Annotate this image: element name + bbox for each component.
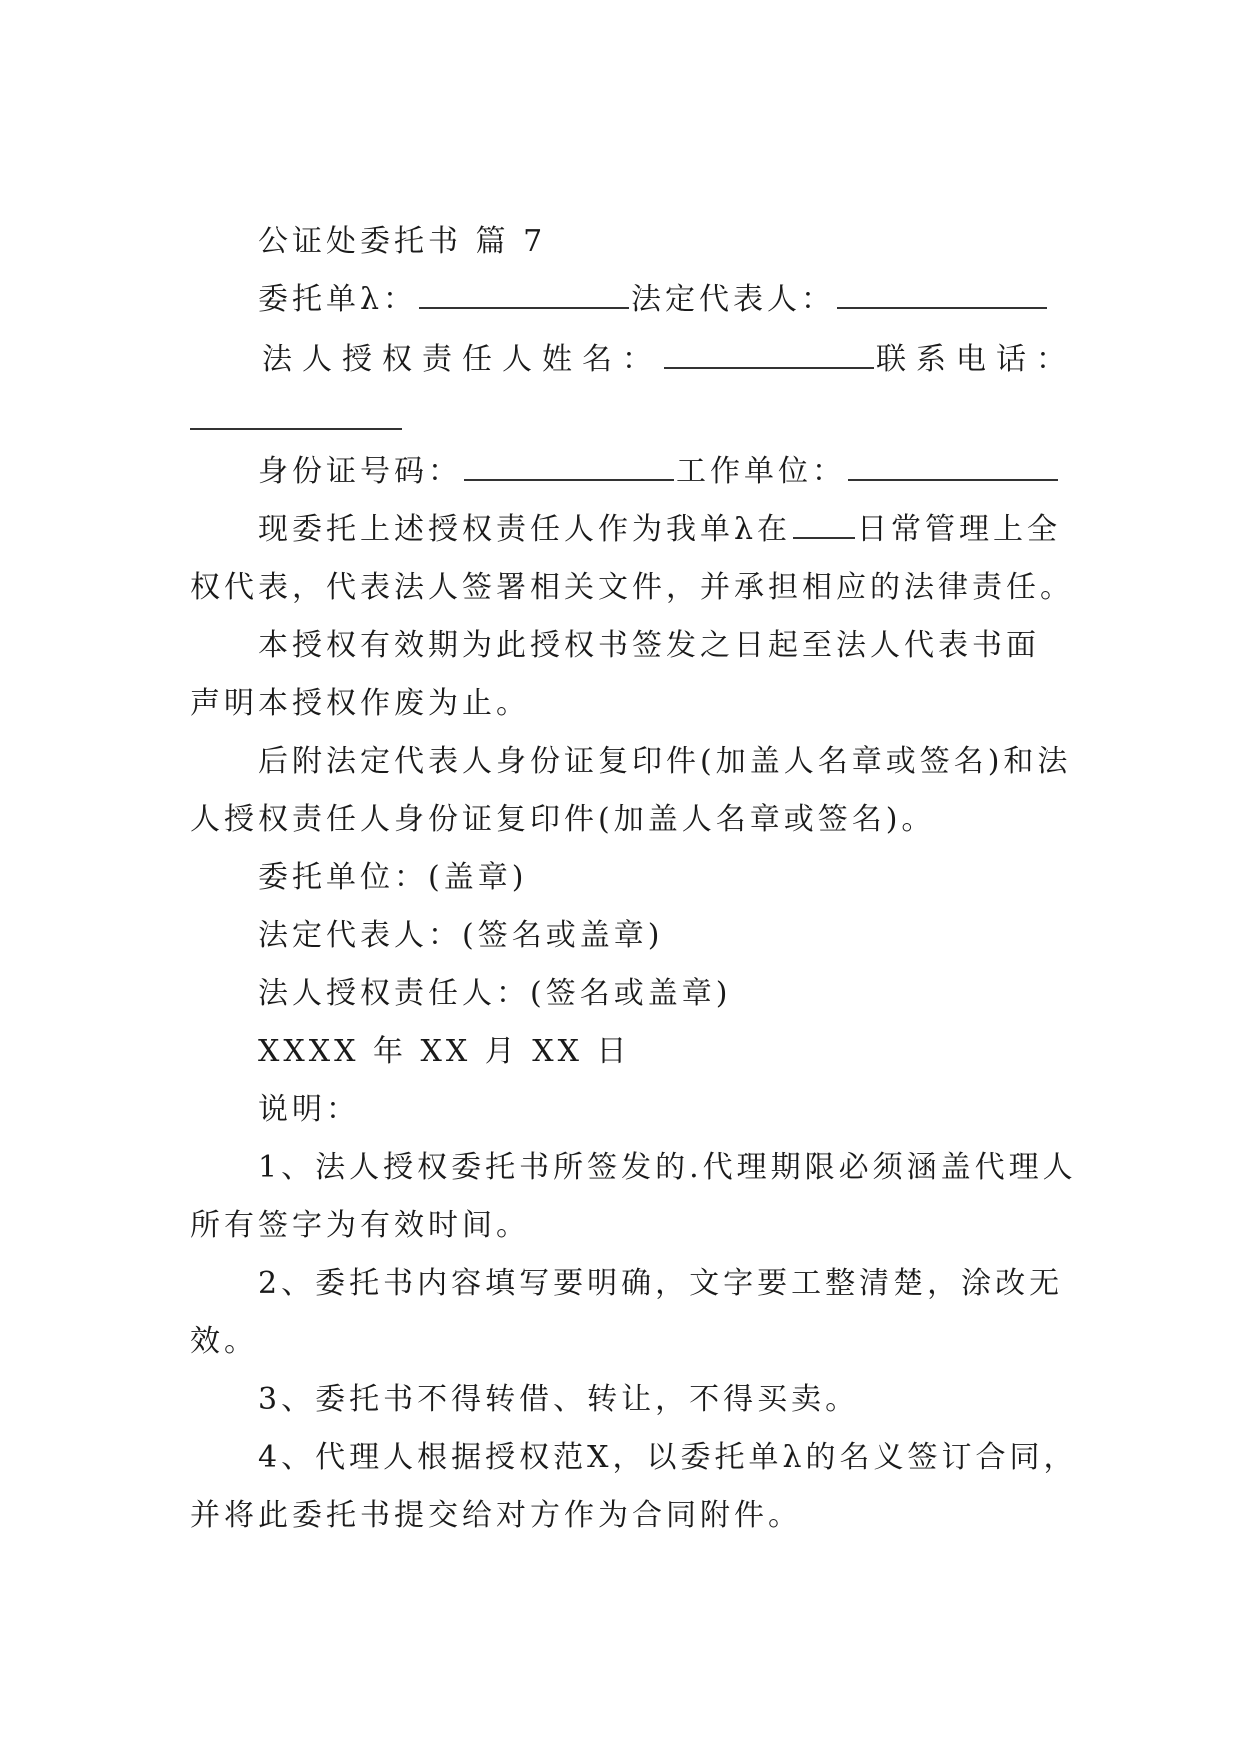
blank-management-scope[interactable]	[793, 537, 855, 539]
para2-line2: 声明本授权作废为止。	[190, 686, 530, 721]
note-item-2-line1: 2、委托书内容填写要明确，文字要工整清楚，涂改无	[258, 1266, 1064, 1301]
para2-line1: 本授权有效期为此授权书签发之日起至法人代表书面	[258, 628, 1040, 663]
label-legal-representative: 法定代表人：	[631, 282, 836, 317]
note-item-1-line2: 所有签字为有效时间。	[190, 1208, 530, 1243]
blank-id-number[interactable]	[464, 479, 674, 481]
field-line-authorized-phone	[262, 340, 1076, 380]
note-item-2-line2: 效。	[190, 1324, 258, 1359]
label-contact-phone: 联系电话：	[876, 342, 1076, 377]
note-item-4-line1: 4、代理人根据授权范X，以委托单λ的名义签订合同，	[258, 1440, 1078, 1475]
para1-line1	[258, 510, 1060, 550]
note-item-3: 3、委托书不得转借、转让，不得买卖。	[258, 1382, 860, 1417]
note-item-1-line1: 1、法人授权委托书所签发的.代理期限必须涵盖代理人	[258, 1150, 1077, 1185]
para3-line2: 人授权责任人身份证复印件(加盖人名章或签名)。	[190, 802, 936, 837]
note-item-4-line2: 并将此委托书提交给对方作为合同附件。	[190, 1498, 802, 1533]
label-entrusting-unit: 委托单λ：	[258, 282, 418, 317]
document-title: 公证处委托书 篇 7	[258, 224, 547, 259]
blank-workplace[interactable]	[848, 479, 1058, 481]
para1-line2: 权代表，代表法人签署相关文件，并承担相应的法律责任。	[190, 570, 1074, 605]
para3-line1: 后附法定代表人身份证复印件(加盖人名章或签名)和法	[258, 744, 1072, 779]
para1-text-before-blank: 现委托上述授权责任人作为我单λ在	[258, 512, 792, 547]
field-line-unit-legal-rep	[258, 280, 1060, 320]
notes-heading: 说明：	[258, 1092, 360, 1127]
label-workplace: 工作单位：	[676, 454, 846, 489]
blank-contact-phone[interactable]	[190, 428, 402, 430]
signature-legal-representative: 法定代表人：(签名或盖章)	[258, 918, 664, 953]
label-authorized-person-name: 法人授权责任人姓名：	[262, 342, 662, 377]
signature-authorized-person: 法人授权责任人：(签名或盖章)	[258, 976, 732, 1011]
signature-entrusting-unit: 委托单位：(盖章)	[258, 860, 528, 895]
label-id-number: 身份证号码：	[258, 454, 462, 489]
blank-legal-representative[interactable]	[837, 307, 1047, 309]
blank-authorized-person-name[interactable]	[664, 367, 874, 369]
signature-date: XXXX 年 XX 月 XX 日	[258, 1034, 631, 1069]
field-line-id-workplace	[258, 452, 1060, 492]
blank-entrusting-unit[interactable]	[419, 307, 629, 309]
para1-text-after-blank: 日常管理上全	[857, 512, 1062, 547]
